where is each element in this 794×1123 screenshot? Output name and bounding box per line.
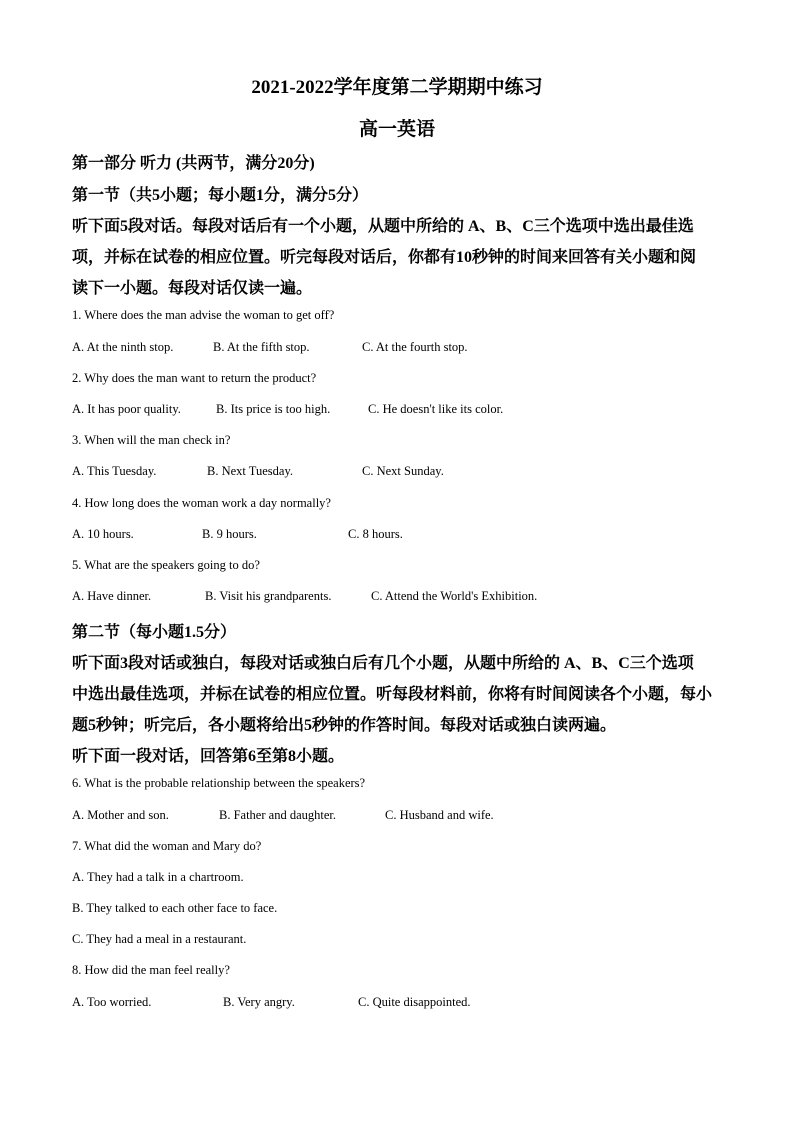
section1-instruction-line: 听下面5段对话。每段对话后有一个小题，从题中所给的 A、B、C三个选项中选出最佳选 — [72, 218, 694, 235]
question-1: 1. Where does the man advise the woman to get off? — [72, 308, 335, 322]
section2-heading: 第二节（每小题1.5分） — [72, 624, 237, 641]
section2-instruction-line: 题5秒钟；听完后，各小题将给出5秒钟的作答时间。每段对话或独白读两遍。 — [72, 717, 617, 734]
exam-subtitle: 高一英语 — [358, 119, 435, 140]
question-1-options — [72, 340, 732, 358]
question-6: 6. What is the probable relationship between the speakers? — [72, 776, 366, 790]
option-b: B. At the fifth stop. — [213, 340, 310, 354]
question-3-options — [72, 464, 732, 482]
question-7: 7. What did the woman and Mary do? — [72, 839, 262, 853]
question-4: 4. How long does the woman work a day normally? — [72, 496, 331, 510]
section2-sub-instruction: 听下面一段对话，回答第6至第8小题。 — [72, 748, 345, 765]
option-a: A. It has poor quality. — [72, 402, 181, 416]
section1-instruction-line: 项，并标在试卷的相应位置。听完每段对话后，你都有10秒钟的时间来回答有关小题和阅 — [72, 249, 697, 266]
option-b: B. They talked to each other face to face. — [72, 901, 278, 915]
question-2-options — [72, 402, 732, 420]
option-c: C. Quite disappointed. — [358, 995, 471, 1009]
option-a: A. At the ninth stop. — [72, 340, 174, 354]
question-5-options — [72, 589, 732, 607]
option-a: A. Have dinner. — [72, 589, 152, 603]
option-b: B. Visit his grandparents. — [205, 589, 332, 603]
option-a: A. This Tuesday. — [72, 464, 157, 478]
question-4-options — [72, 527, 732, 545]
option-c: C. Next Sunday. — [362, 464, 444, 478]
question-5: 5. What are the speakers going to do? — [72, 558, 260, 572]
option-b: B. Very angry. — [223, 995, 295, 1009]
option-a: A. Mother and son. — [72, 808, 169, 822]
section1-instruction-line: 读下一小题。每段对话仅读一遍。 — [72, 280, 313, 297]
option-c: C. Husband and wife. — [385, 808, 494, 822]
option-c: C. Attend the World's Exhibition. — [371, 589, 538, 603]
option-a: A. They had a talk in a chartroom. — [72, 870, 244, 884]
option-b: B. 9 hours. — [202, 527, 257, 541]
option-c: C. 8 hours. — [348, 527, 403, 541]
option-c: C. They had a meal in a restaurant. — [72, 932, 247, 946]
exam-title: 2021-2022学年度第二学期期中练习 — [251, 77, 543, 98]
option-c: C. He doesn't like its color. — [368, 402, 504, 416]
section2-instruction-line: 中选出最佳选项，并标在试卷的相应位置。听每段材料前，你将有时间阅读各个小题，每小 — [72, 686, 713, 703]
option-b: B. Its price is too high. — [216, 402, 331, 416]
question-8-options — [72, 995, 732, 1013]
part1-heading: 第一部分 听力 (共两节，满分20分) — [72, 155, 315, 172]
option-a: A. 10 hours. — [72, 527, 134, 541]
question-8: 8. How did the man feel really? — [72, 963, 230, 977]
option-b: B. Next Tuesday. — [207, 464, 294, 478]
question-2: 2. Why does the man want to return the product? — [72, 371, 317, 385]
option-c: C. At the fourth stop. — [362, 340, 468, 354]
question-6-options — [72, 808, 732, 826]
question-3: 3. When will the man check in? — [72, 433, 231, 447]
section1-heading: 第一节（共5小题；每小题1分，满分5分） — [72, 187, 369, 204]
option-b: B. Father and daughter. — [219, 808, 336, 822]
option-a: A. Too worried. — [72, 995, 152, 1009]
section2-instruction-line: 听下面3段对话或独白，每段对话或独白后有几个小题，从题中所给的 A、B、C三个选项 — [72, 655, 694, 672]
